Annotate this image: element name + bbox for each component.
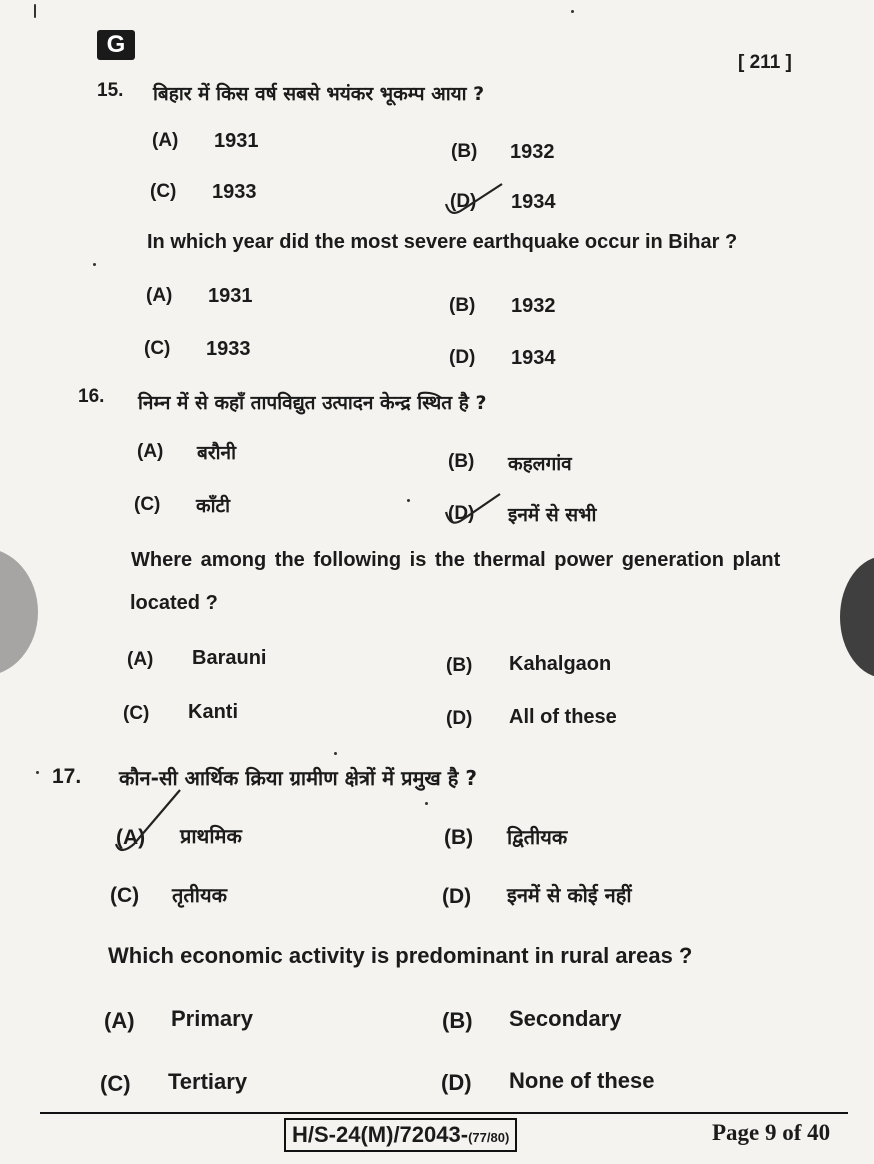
option-letter: (C) xyxy=(123,703,150,724)
question-number: 16. xyxy=(78,386,105,407)
option-letter: (C) xyxy=(144,338,171,359)
question-number: 17. xyxy=(52,765,82,788)
option-value: Kanti xyxy=(188,701,238,723)
option-letter: (B) xyxy=(442,1008,473,1033)
option-value: Tertiary xyxy=(168,1069,248,1094)
scan-speck xyxy=(407,499,410,502)
option-value: Barauni xyxy=(192,647,267,669)
option-letter: (D) xyxy=(448,503,475,524)
option-letter: (B) xyxy=(444,826,474,849)
tick-mark-icon xyxy=(440,490,510,530)
tick-mark-icon xyxy=(108,788,188,858)
page-number: Page 9 of 40 xyxy=(712,1120,831,1145)
option-value: कहलगांव xyxy=(508,453,572,475)
question-number: 15. xyxy=(97,80,124,101)
page-code: [ 211 ] xyxy=(738,52,792,73)
option-value: 1931 xyxy=(214,130,259,152)
question-text-english: In which year did the most severe earthquake occur in Bihar ? xyxy=(147,231,738,253)
paper-code-suffix: (77/80) xyxy=(468,1130,510,1145)
option-letter: (D) xyxy=(446,708,473,729)
scan-speck xyxy=(93,263,96,266)
tick-mark-icon xyxy=(440,180,510,220)
scan-speck xyxy=(34,4,36,18)
option-letter: (A) xyxy=(104,1008,135,1033)
option-value: Kahalgaon xyxy=(509,653,612,675)
scan-speck xyxy=(334,752,337,755)
scan-speck xyxy=(425,802,428,805)
option-value: 1933 xyxy=(206,338,251,360)
option-value: Primary xyxy=(171,1006,253,1031)
option-letter: (B) xyxy=(446,655,473,676)
option-letter: (C) xyxy=(110,884,140,907)
question-text-hindi: निम्न में से कहाँ तापविद्युत उत्पादन केन्द्र स्थित है ? xyxy=(138,392,487,414)
paper-code xyxy=(284,1118,517,1152)
option-value: Secondary xyxy=(509,1006,622,1031)
option-value: All of these xyxy=(509,706,617,728)
option-value: 1934 xyxy=(511,191,556,213)
option-letter: (A) xyxy=(127,649,154,670)
option-value: प्राथमिक xyxy=(180,824,242,848)
option-value: इनमें से कोई नहीं xyxy=(507,883,632,907)
option-letter: (B) xyxy=(451,141,478,162)
option-letter: (A) xyxy=(146,285,173,306)
question-text-english: Which economic activity is predominant in rural areas ? xyxy=(108,943,693,968)
option-letter: (A) xyxy=(137,441,164,462)
option-value: इनमें से सभी xyxy=(508,504,597,526)
scan-speck xyxy=(36,771,39,774)
footer-rule xyxy=(40,1112,848,1114)
binder-hole-left xyxy=(0,548,38,676)
option-value: काँटी xyxy=(196,495,231,517)
option-letter: (C) xyxy=(100,1071,131,1096)
option-letter: (D) xyxy=(442,885,472,908)
option-letter: (A) xyxy=(152,130,179,151)
option-letter: (D) xyxy=(449,347,476,368)
scan-speck xyxy=(571,10,574,13)
option-value: तृतीयक xyxy=(172,883,227,907)
option-letter: (C) xyxy=(134,494,161,515)
option-value: बरौनी xyxy=(197,442,237,464)
question-text-english-line1: Where among the following is the thermal power generation plant xyxy=(131,549,781,571)
paper-code-main: H/S-24(M)/72043- xyxy=(292,1122,469,1147)
option-value: 1932 xyxy=(511,295,556,317)
question-text-hindi: कौन-सी आर्थिक क्रिया ग्रामीण क्षेत्रों में प्रमुख है ? xyxy=(119,766,477,790)
option-letter: (B) xyxy=(449,295,476,316)
option-value: द्वितीयक xyxy=(507,825,568,849)
option-letter: (D) xyxy=(450,191,477,212)
option-letter: (A) xyxy=(116,826,146,849)
option-letter: (D) xyxy=(441,1070,472,1095)
set-badge: G xyxy=(97,30,135,60)
option-value: 1934 xyxy=(511,347,556,369)
option-letter: (B) xyxy=(448,451,475,472)
option-value: 1932 xyxy=(510,141,555,163)
option-letter: (C) xyxy=(150,181,177,202)
question-text-english-line2: located ? xyxy=(130,592,218,614)
question-text-hindi: बिहार में किस वर्ष सबसे भयंकर भूकम्प आया ? xyxy=(153,83,485,105)
option-value: 1933 xyxy=(212,181,257,203)
option-value: 1931 xyxy=(208,285,253,307)
binder-hole-right xyxy=(840,556,874,678)
option-value: None of these xyxy=(509,1068,655,1093)
